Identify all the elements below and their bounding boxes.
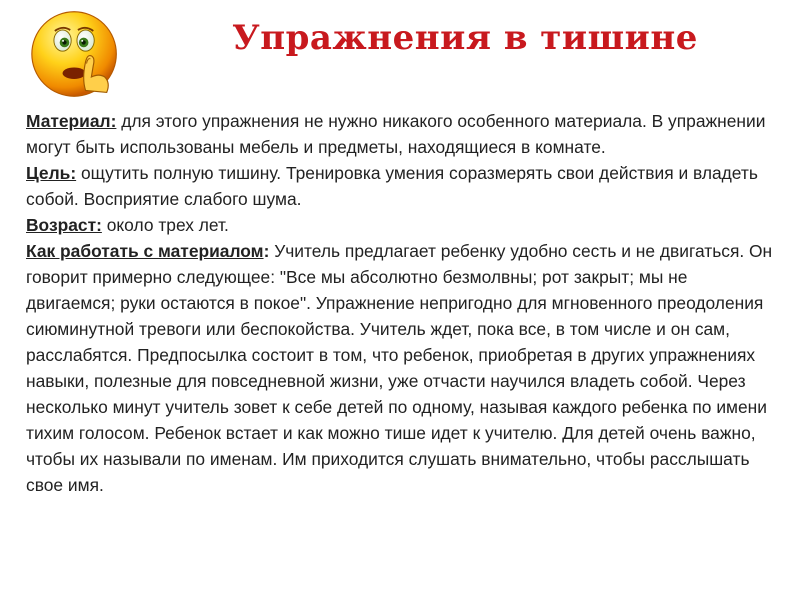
- section-text: Учитель предлагает ребенку удобно сесть и не двигаться. Он говорит примерно следующее: "Все мы абсолютно безмолвны; рот закрыт; мы не двигаемся; руки остаются в покое". Упражнение непригодно для мгновенного преодоления сиюминутной тревоги или беспокойства. Учитель ждет, пока все, в том числе и он сам, расслабятся. Предпосылка состоит в том, что ребенок, приобретая в других упражнениях навыки, полезные для повседневной жизни, уже отчасти научился владеть собой. Через несколько минут учитель зовет к себе детей по одному, называя каждого ребенка по имени тихим голосом. Ребенок встает и как можно тише идет к учителю. Для детей очень важно, чтобы их называли по именам. Им приходится слушать внимательно, чтобы расслышать свое имя.: [26, 241, 773, 495]
- section-term: Материал:: [26, 111, 117, 131]
- section-term: Как работать с материалом: [26, 241, 264, 261]
- shushing-smiley-icon: [28, 6, 124, 102]
- section-text: около трех лет.: [101, 215, 229, 235]
- section-term: Цель:: [26, 163, 77, 183]
- page-title: Упражнения в тишине: [232, 18, 698, 58]
- section-text: для этого упражнения не нужно никакого особенного материала. В упражнении могут быть использованы мебель и предметы, находящиеся в комнате.: [26, 111, 766, 157]
- section-material: [26, 108, 776, 160]
- section-how-to-work: [26, 238, 776, 498]
- section-term-colon: :: [263, 241, 270, 261]
- section-text: ощутить полную тишину. Тренировка умения соразмерять свои действия и владеть собой. Восприятие слабого шума.: [26, 163, 758, 209]
- content: [26, 108, 776, 498]
- section-goal: [26, 160, 776, 212]
- section-term: Возраст:: [26, 215, 102, 235]
- section-age: [26, 212, 776, 238]
